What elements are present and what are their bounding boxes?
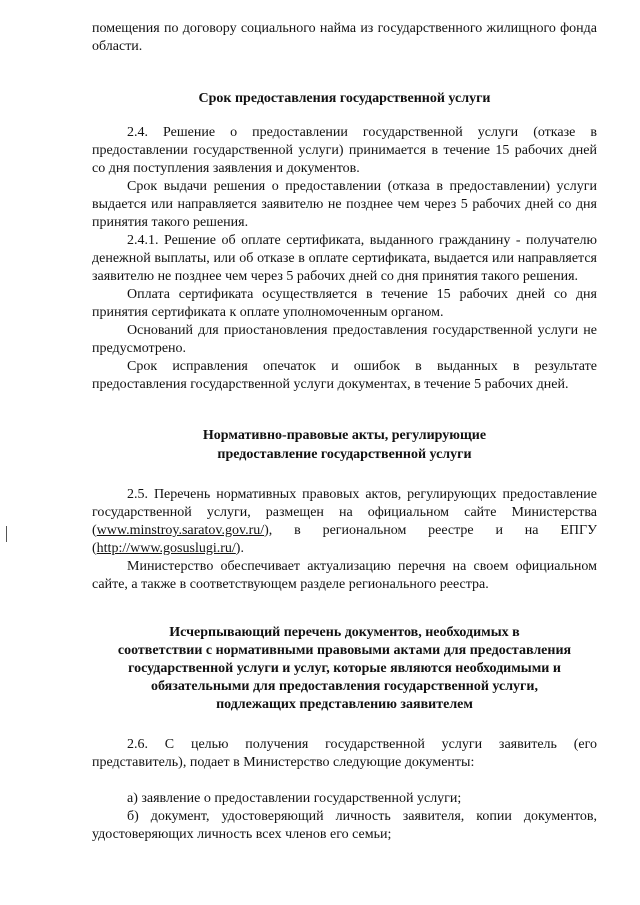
paragraph-error-correction: Срок исправления опечаток и ошибок в выданных в результате предоставления государственной услуги документах, в течение 5 рабочих дней. <box>92 359 597 392</box>
heading-required-documents <box>92 624 597 714</box>
heading-service-term <box>92 90 597 108</box>
heading-legal-acts <box>92 426 597 464</box>
list-item-b: б) документ, удостоверяющий личность заявителя, копии документов, удостоверяющих личность всех членов его семьи; <box>92 809 597 842</box>
paragraph-list-actualization: Министерство обеспечивает актуализацию перечня на своем официальном сайте, а также в соответствующем разделе регионального реестра. <box>92 559 597 592</box>
paragraph-2-5-text-end: ). <box>235 541 244 556</box>
heading-required-documents-line-3: государственной услуги и услуг, которые являются необходимыми и <box>128 661 561 676</box>
paragraph-2-4-1: 2.4.1. Решение об оплате сертификата, выданного гражданину - получателю денежной выплаты, или об отказе в оплате сертификата, выдается или направляется заявителю не позднее чем через 5 рабочих дней со дня принятия такого решения. <box>92 233 597 284</box>
list-item-a: а) заявление о предоставлении государственной услуги; <box>127 791 462 806</box>
heading-legal-acts-line-2: предоставление государственной услуги <box>217 447 472 462</box>
scan-margin-mark <box>6 526 7 542</box>
heading-legal-acts-line-1: Нормативно-правовые акты, регулирующие <box>202 428 487 443</box>
paragraph-certificate-payment: Оплата сертификата осуществляется в течение 15 рабочих дней со дня принятия сертификата к оплате уполномоченным органом. <box>92 287 597 320</box>
document-body <box>92 20 597 844</box>
paragraph-2-5-text-start: 2.5. Перечень нормативных правовых актов, регулирующих предоставление государственной услуги, размещен на официальном сайте Министерства ( <box>92 487 597 538</box>
paragraph-2-4: 2.4. Решение о предоставлении государственной услуги (отказе в предоставлении государственной услуги) принимается в течение 15 рабочих дней со дня поступления заявления и документов. <box>92 125 597 176</box>
intro-paragraph: помещения по договору социального найма из государственного жилищного фонда области. <box>92 21 597 54</box>
paragraph-no-suspension: Оснований для приостановления предоставления государственной услуги не предусмотрено. <box>92 323 597 356</box>
gosuslugi-link[interactable]: http://www.gosuslugi.ru/ <box>96 541 236 556</box>
heading-required-documents-line-1: Исчерпывающий перечень документов, необходимых в <box>169 625 520 640</box>
paragraph-2-6: 2.6. С целью получения государственной услуги заявитель (его представитель), подает в Министерство следующие документы: <box>92 737 597 770</box>
heading-required-documents-line-2: соответствии с нормативными правовыми актами для предоставления <box>117 643 572 658</box>
ministry-site-link[interactable]: www.minstroy.saratov.gov.ru/ <box>96 523 265 538</box>
heading-required-documents-line-5: подлежащих представлению заявителем <box>216 697 473 712</box>
heading-required-documents-line-4: обязательными для предоставления государственной услуги, <box>151 679 538 694</box>
paragraph-decision-issue-term: Срок выдачи решения о предоставлении (отказа в предоставлении) услуги выдается или направляется заявителю не позднее чем через 5 рабочих дней со дня принятия такого решения. <box>92 179 597 230</box>
heading-service-term-text: Срок предоставления государственной услуги <box>198 91 491 106</box>
paragraph-2-5-text-middle: ), в региональном реестре и на ЕПГУ ( <box>92 523 597 556</box>
paragraph-2-5 <box>92 486 597 558</box>
